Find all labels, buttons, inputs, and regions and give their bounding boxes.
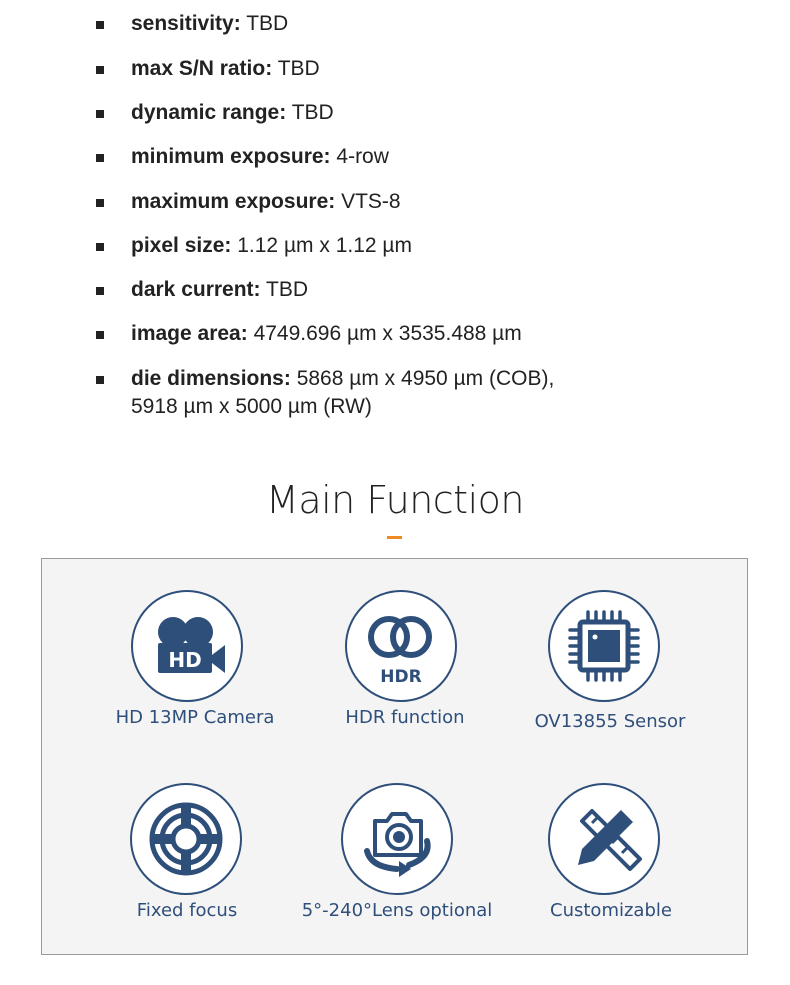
hdr-badge-text: HDR — [380, 667, 422, 687]
spec-value: TBD — [277, 57, 320, 80]
chip-sensor-icon — [548, 590, 660, 702]
spec-label: dynamic range: — [131, 101, 287, 124]
feature-label: 5°-240°Lens optional — [301, 900, 493, 921]
feature-label: HDR function — [345, 707, 465, 728]
spec-label: sensitivity: — [131, 12, 241, 35]
feature-label: Customizable — [550, 900, 672, 921]
spec-value: 1.12 µm x 1.12 µm — [237, 234, 413, 257]
bullet-square-icon — [96, 331, 104, 339]
bullet-square-icon — [96, 199, 104, 207]
feature-label: Fixed focus — [136, 900, 238, 921]
spec-value: TBD — [266, 278, 309, 301]
bullet-square-icon — [96, 110, 104, 118]
spec-value: 5868 µm x 4950 µm (COB), — [296, 367, 555, 390]
spec-value: VTS-8 — [341, 190, 401, 213]
feature-panel — [41, 558, 748, 955]
spec-label: dark current: — [131, 278, 261, 301]
bullet-square-icon — [96, 243, 104, 251]
bullet-square-icon — [96, 287, 104, 295]
spec-label: image area: — [131, 322, 248, 345]
spec-label: minimum exposure: — [131, 145, 331, 168]
spec-value-continued: 5918 µm x 5000 µm (RW) — [131, 395, 372, 418]
spec-label: pixel size: — [131, 234, 232, 257]
bullet-square-icon — [96, 21, 104, 29]
spec-value: 4-row — [336, 145, 389, 168]
spec-value: 4749.696 µm x 3535.488 µm — [253, 322, 522, 345]
bullet-square-icon — [96, 66, 104, 74]
bullet-square-icon — [96, 376, 104, 384]
feature-label: HD 13MP Camera — [115, 707, 275, 728]
spec-label: max S/N ratio: — [131, 57, 273, 80]
spec-value: TBD — [246, 12, 289, 35]
bullet-square-icon — [96, 154, 104, 162]
spec-label: die dimensions: — [131, 367, 291, 390]
hdr-rings-icon — [345, 590, 457, 702]
title-accent-bar — [387, 536, 402, 539]
feature-label: OV13855 Sensor — [534, 711, 686, 732]
spec-label: maximum exposure: — [131, 190, 336, 213]
hd-video-camera-icon — [131, 590, 243, 702]
hd-badge-text: HD — [168, 648, 202, 672]
lifebuoy-focus-icon — [130, 783, 242, 895]
spec-value: TBD — [291, 101, 334, 124]
pencil-ruler-icon — [548, 783, 660, 895]
section-title: Main Function — [266, 478, 524, 522]
rotate-camera-icon — [341, 783, 453, 895]
